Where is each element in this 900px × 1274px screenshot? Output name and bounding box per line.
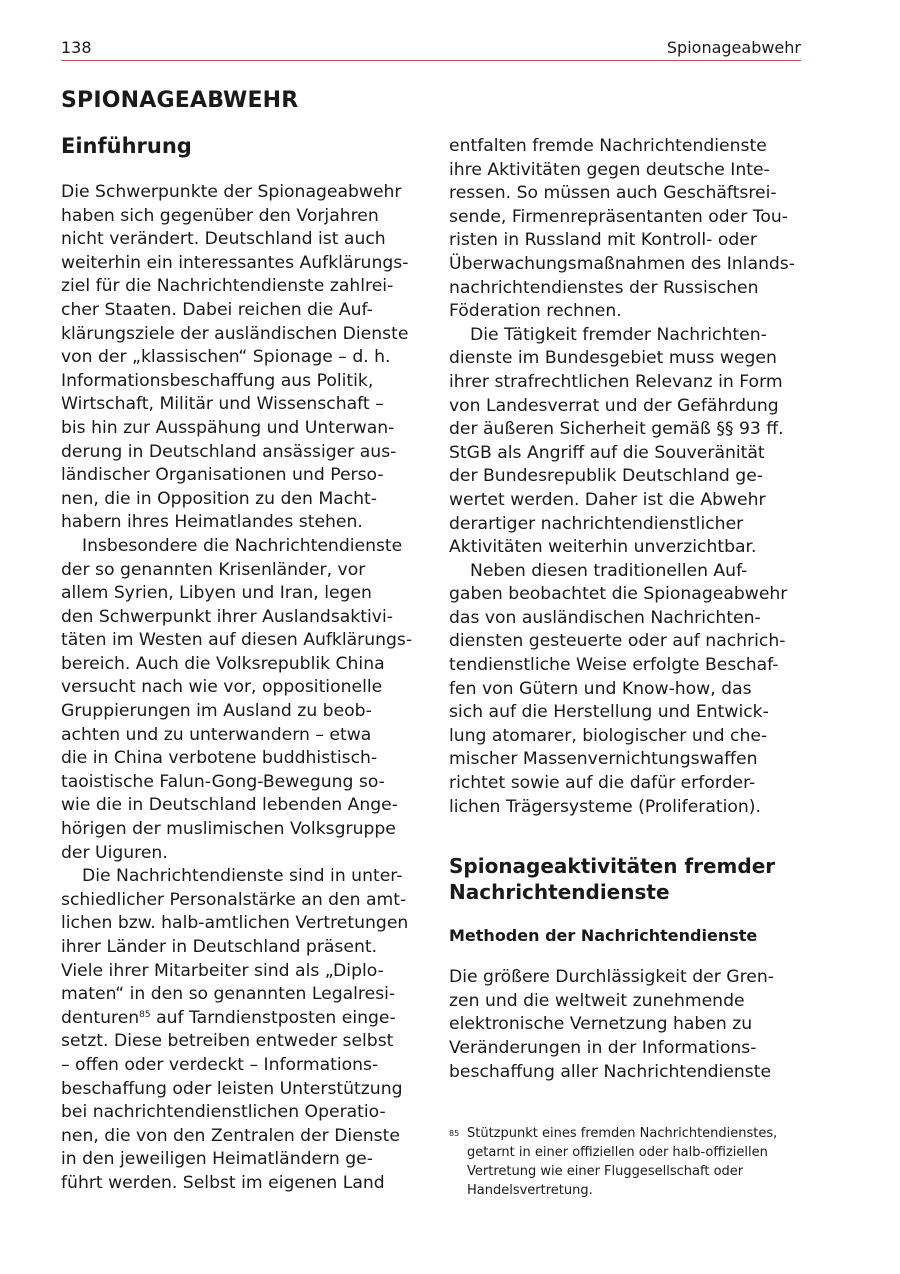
left-column bbox=[61, 132, 413, 1196]
paragraph-lines bbox=[61, 865, 413, 1007]
text-line: – offen oder verdeckt – Informations- bbox=[61, 1054, 379, 1075]
paragraph-line bbox=[61, 1007, 413, 1031]
text-line: derung in Deutschland ansässiger aus- bbox=[61, 441, 397, 462]
paragraph bbox=[449, 135, 801, 324]
paragraph bbox=[61, 865, 413, 1195]
text-line: mischer Massenvernichtungswaffen bbox=[449, 749, 758, 770]
text-line: tendienstliche Weise erfolgte Beschaf- bbox=[449, 655, 779, 676]
page-number: 138 bbox=[61, 38, 92, 57]
text-line: Die Tätigkeit fremder Nachrichten- bbox=[470, 324, 767, 345]
section-heading-einfuehrung: Einführung bbox=[61, 134, 192, 158]
text-line: weiterhin ein interessantes Aufklärungs- bbox=[61, 252, 409, 273]
text-line: StGB als Angriff auf die Souveränität bbox=[449, 442, 765, 463]
text-line: Informationsbeschaffung aus Politik, bbox=[61, 370, 374, 391]
chapter-title: SPIONAGEABWEHR bbox=[61, 88, 299, 113]
text-line: Neben diesen traditionellen Auf- bbox=[470, 560, 748, 581]
text-line: Die Schwerpunkte der Spionageabwehr bbox=[61, 182, 402, 202]
text-line: fen von Gütern und Know-how, das bbox=[449, 678, 752, 699]
text-line: Insbesondere die Nachrichtendienste bbox=[82, 535, 403, 556]
text-line: ihre Aktivitäten gegen deutsche Inte- bbox=[449, 159, 770, 180]
text-line: ressen. So müssen auch Geschäftsrei- bbox=[449, 183, 777, 204]
text-line: bis hin zur Ausspähung und Unterwan- bbox=[61, 417, 395, 438]
text-line: lung atomarer, biologischer und che- bbox=[449, 725, 768, 746]
section-heading-spionageaktivitaeten bbox=[449, 853, 801, 905]
text-line: elektronische Vernetzung haben zu bbox=[449, 1014, 753, 1035]
text-line: ziel für die Nachrichtendienste zahlrei- bbox=[61, 276, 394, 297]
text-line: der äußeren Sicherheit gemäß §§ 93 ff. bbox=[449, 419, 784, 440]
text-line: Vertretung wie einer Fluggesellschaft oder bbox=[467, 1164, 744, 1179]
text-line: nicht verändert. Deutschland ist auch bbox=[61, 229, 386, 250]
text-line: habern ihres Heimatlandes stehen. bbox=[61, 512, 363, 533]
page-header bbox=[61, 36, 801, 61]
text-line: sich auf die Herstellung und Entwick- bbox=[449, 702, 769, 723]
text-line: taoistische Falun-Gong-Bewegung so- bbox=[61, 771, 385, 792]
text-line: Die Nachrichtendienste sind in unter- bbox=[82, 866, 403, 887]
text-line: nachrichtendienstes der Russischen bbox=[449, 277, 759, 298]
text-line: allem Syrien, Libyen und Iran, legen bbox=[61, 583, 372, 604]
text-line: täten im Westen auf diesen Aufklärungs- bbox=[61, 630, 413, 651]
footnote bbox=[449, 1124, 801, 1200]
text-line: ihrer Länder in Deutschland präsent. bbox=[61, 937, 378, 957]
paragraph bbox=[449, 966, 801, 1084]
text-line: führt werden. Selbst im eigenen Land bbox=[61, 1172, 385, 1193]
text-line: Handelsvertretung. bbox=[467, 1183, 593, 1198]
text-line: den Schwerpunkt ihrer Auslandsaktivi- bbox=[61, 606, 393, 627]
text-line: wertet werden. Daher ist die Abwehr bbox=[449, 489, 766, 510]
text-line: cher Staaten. Dabei reichen die Auf- bbox=[61, 299, 373, 320]
text-line: Aktivitäten weiterhin unverzichtbar. bbox=[449, 537, 757, 558]
text-line: wie die in Deutschland lebenden Ange- bbox=[61, 795, 398, 816]
text-line: gaben beobachtet die Spionageabwehr bbox=[449, 584, 788, 605]
line-text: denturen bbox=[61, 1007, 140, 1028]
text-line: Wirtschaft, Militär und Wissenschaft – bbox=[61, 394, 384, 415]
paragraph bbox=[61, 535, 413, 865]
text-line: von der „klassischen“ Spionage – d. h. bbox=[61, 347, 391, 368]
text-line: risten in Russland mit Kontroll- oder bbox=[449, 230, 757, 251]
text-line: das von ausländischen Nachrichten- bbox=[449, 607, 761, 628]
text-line: beschaffung oder leisten Unterstützung bbox=[61, 1078, 403, 1099]
text-line: die in China verbotene buddhistisch- bbox=[61, 748, 378, 769]
text-line: ihrer strafrechtlichen Relevanz in Form bbox=[449, 371, 783, 392]
paragraph-lines bbox=[61, 1030, 413, 1195]
paragraph bbox=[61, 181, 413, 535]
text-line: der Bundesrepublik Deutschland ge- bbox=[449, 466, 763, 487]
text-line: von Landesverrat und der Gefährdung bbox=[449, 395, 779, 416]
text-line: derartiger nachrichtendienstlicher bbox=[449, 513, 744, 534]
text-line: maten“ in den so genannten Legalresi- bbox=[61, 984, 396, 1005]
text-line: getarnt in einer offiziellen oder halb-offiziellen bbox=[467, 1145, 768, 1160]
text-line: Spionageaktivitäten fremder bbox=[449, 854, 776, 879]
text-line: Veränderungen in der Informations- bbox=[449, 1038, 757, 1058]
text-line: der Uiguren. bbox=[61, 842, 168, 863]
subsection-heading-methoden: Methoden der Nachrichtendienste bbox=[449, 926, 758, 946]
text-line: zen und die weltweit zunehmende bbox=[449, 990, 745, 1011]
text-line: Viele ihrer Mitarbeiter sind als „Diplo- bbox=[61, 960, 384, 981]
text-line: der so genannten Krisenländer, vor bbox=[61, 559, 366, 580]
text-line: achten und zu unterwandern – etwa bbox=[61, 724, 372, 745]
text-line: richtet sowie auf die dafür erforder- bbox=[449, 773, 756, 794]
text-line: versucht nach wie vor, oppositionelle bbox=[61, 677, 383, 698]
footnote-reference[interactable]: 85 bbox=[139, 1009, 151, 1020]
text-line: dienste im Bundesgebiet muss wegen bbox=[449, 348, 777, 369]
paragraph bbox=[449, 324, 801, 560]
text-line: nen, die in Opposition zu den Macht- bbox=[61, 488, 377, 509]
text-line: klärungsziele der ausländischen Dienste bbox=[61, 323, 409, 344]
right-column bbox=[449, 135, 801, 1084]
text-line: lichen Trägersysteme (Proliferation). bbox=[449, 796, 761, 817]
text-line: nen, die von den Zentralen der Dienste bbox=[61, 1125, 400, 1146]
text-line: bereich. Auch die Volksrepublik China bbox=[61, 653, 385, 674]
text-line: lichen bzw. halb-amtlichen Vertretungen bbox=[61, 913, 409, 934]
footnote-number: 85 bbox=[449, 1129, 460, 1138]
text-line: setzt. Diese betreiben entweder selbst bbox=[61, 1031, 394, 1052]
text-line: haben sich gegenüber den Vorjahren bbox=[61, 205, 379, 226]
text-line: bei nachrichtendienstlichen Operatio- bbox=[61, 1102, 386, 1123]
line-text: auf Tarndienstposten einge- bbox=[150, 1007, 396, 1028]
text-line: Nachrichtendienste bbox=[449, 880, 670, 905]
text-line: beschaffung aller Nachrichtendienste bbox=[449, 1061, 772, 1082]
text-line: Die größere Durchlässigkeit der Gren- bbox=[449, 967, 774, 988]
text-line: Gruppierungen im Ausland zu beob- bbox=[61, 701, 372, 722]
text-line: sende, Firmenrepräsentanten oder Tou- bbox=[449, 206, 788, 227]
text-line: in den jeweiligen Heimatländern ge- bbox=[61, 1149, 373, 1170]
text-line: entfalten fremde Nachrichtendienste bbox=[449, 136, 767, 156]
text-line: Stützpunkt eines fremden Nachrichtendienstes, bbox=[467, 1126, 778, 1141]
text-line: schiedlicher Personalstärke an den amt- bbox=[61, 889, 407, 910]
text-line: Föderation rechnen. bbox=[449, 301, 622, 322]
footnote-text bbox=[467, 1124, 801, 1200]
running-head: Spionageabwehr bbox=[666, 38, 801, 57]
text-line: diensten gesteuerte oder auf nachrich- bbox=[449, 631, 786, 652]
text-line: hörigen der muslimischen Volksgruppe bbox=[61, 819, 396, 840]
text-line: ländischer Organisationen und Perso- bbox=[61, 465, 384, 486]
text-line: Überwachungsmaßnahmen des Inlands- bbox=[449, 253, 795, 274]
paragraph bbox=[449, 560, 801, 820]
